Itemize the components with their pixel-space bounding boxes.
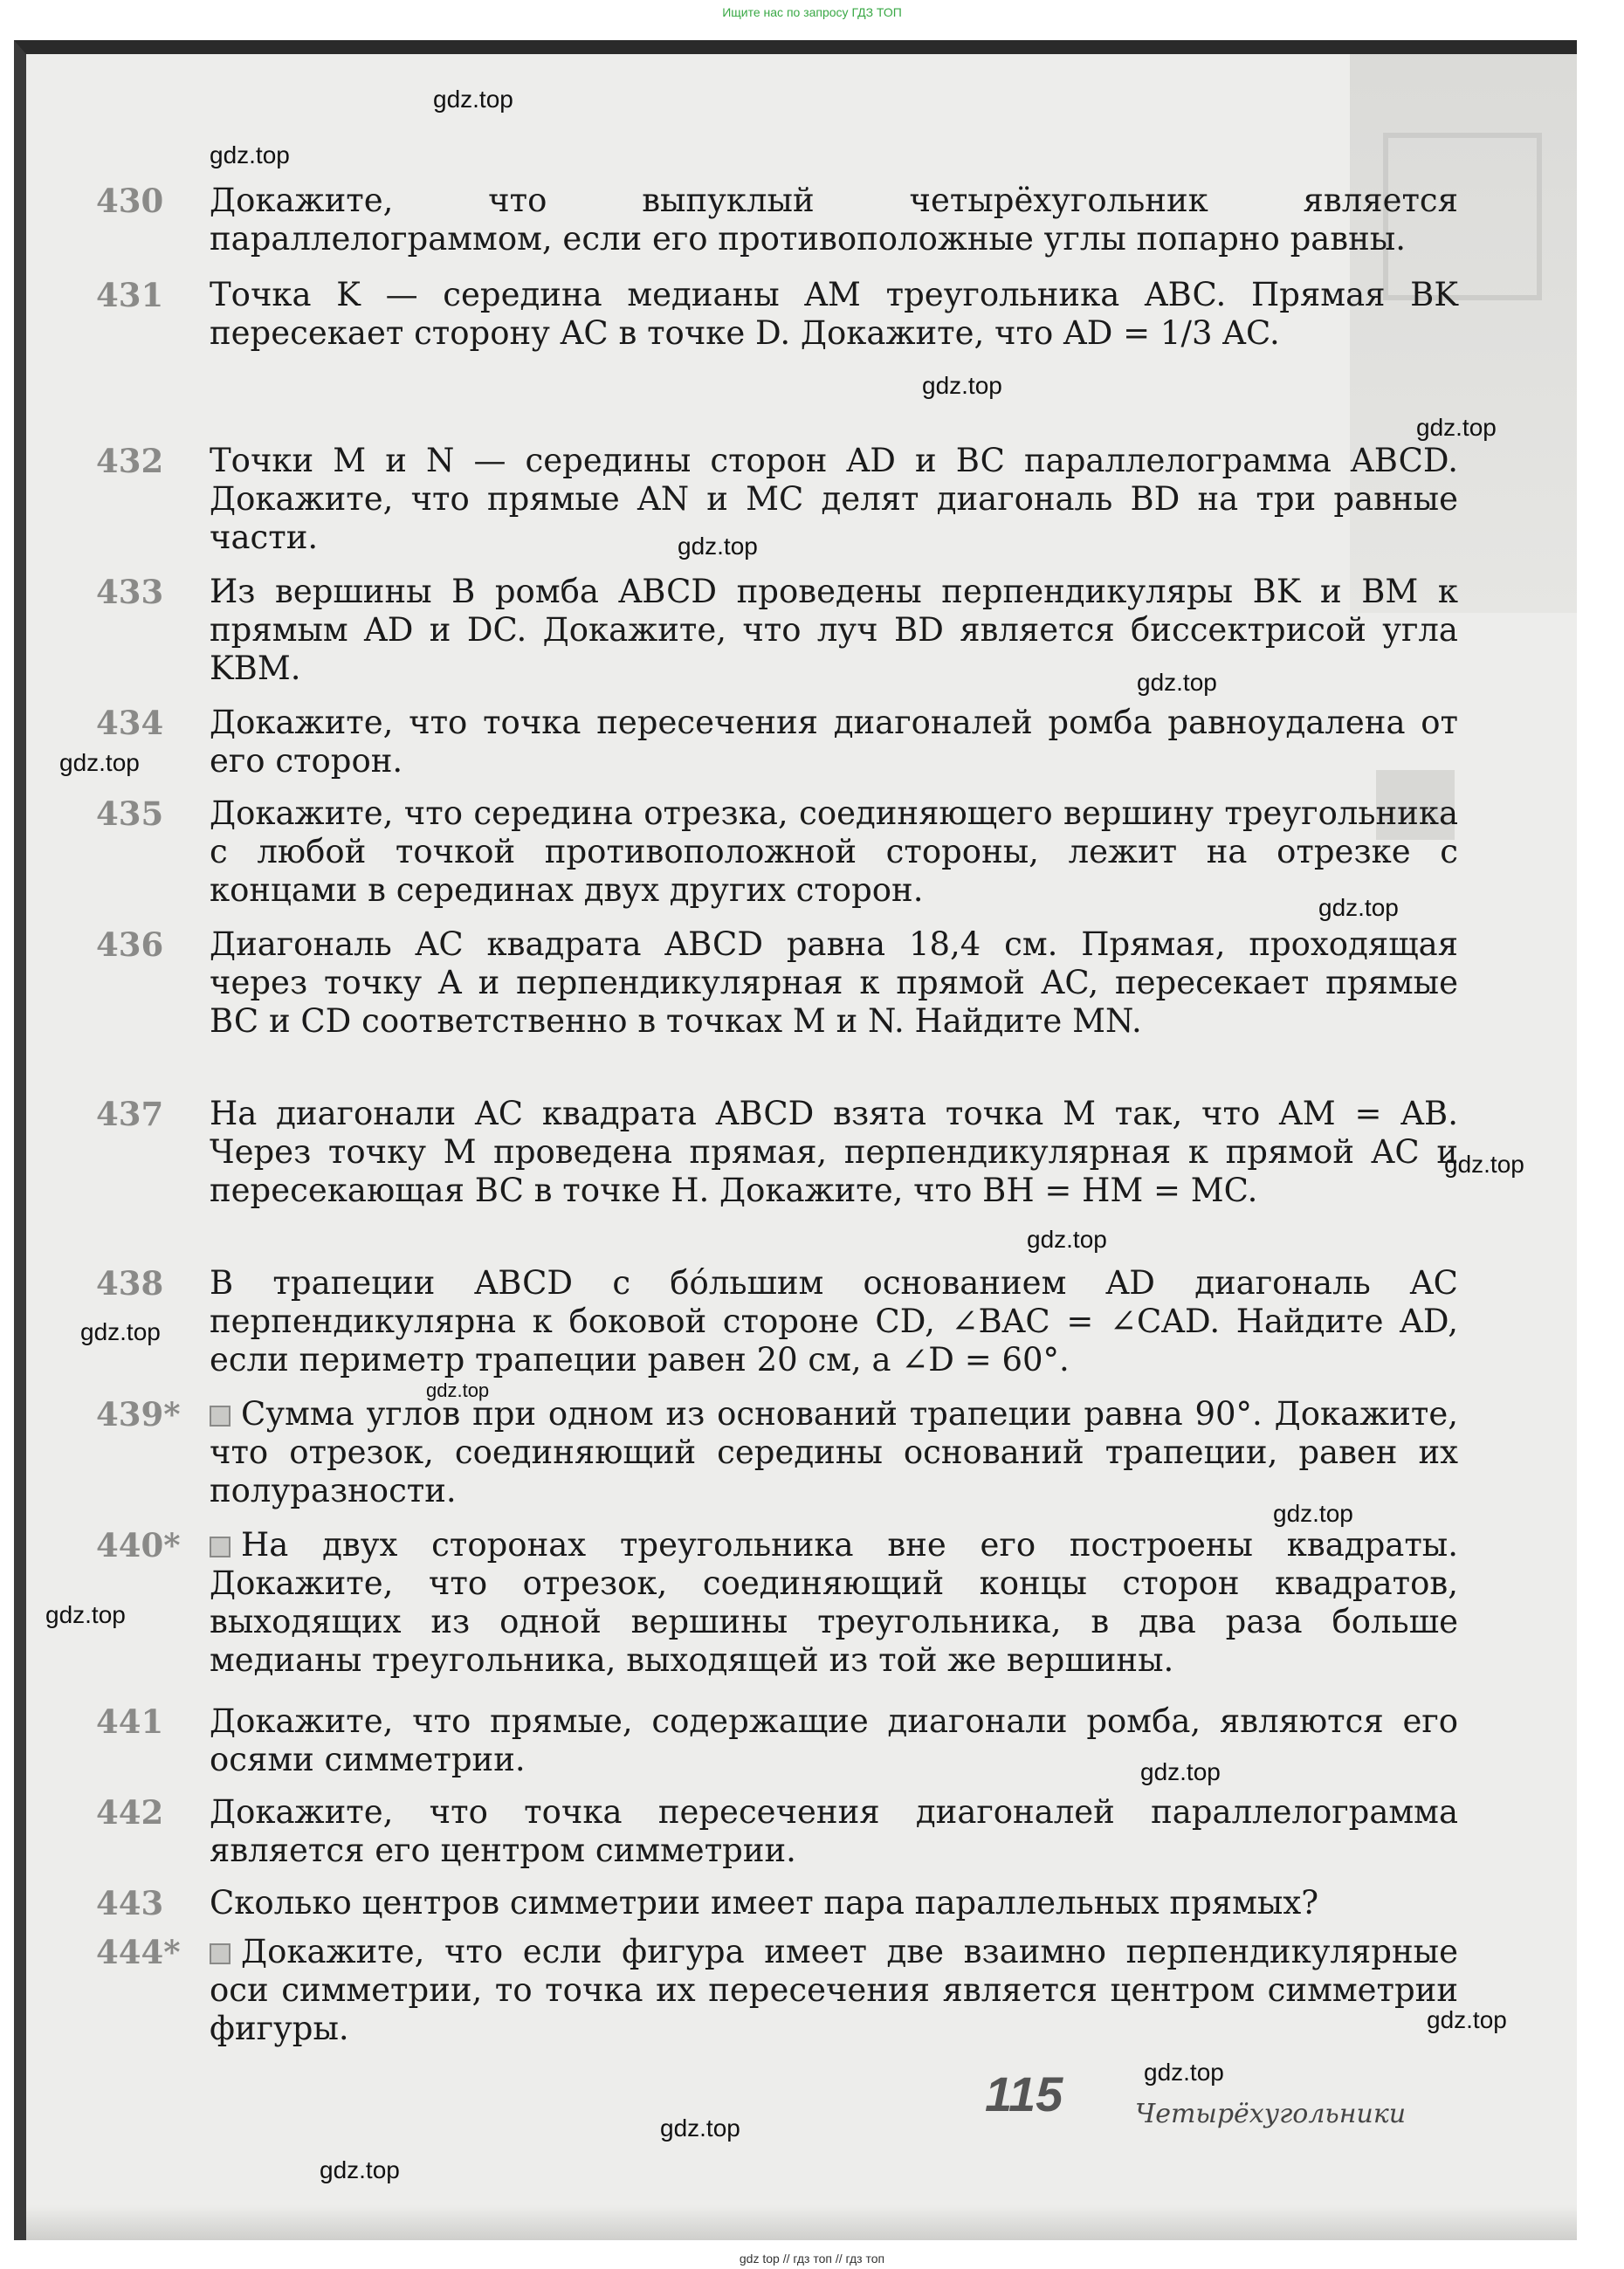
watermark[interactable]: gdz.top bbox=[1427, 2006, 1507, 2033]
problem-437 bbox=[96, 1095, 1458, 1210]
problem-text: Докажите, что точка пересечения диагоналей параллелограмма является его центром симметрии. bbox=[210, 1793, 1458, 1869]
problem-text: Диагональ AC квадрата ABCD равна 18,4 см. Прямая, проходящая через точку A и перпендикулярная к прямой AC, пересекает прямые BC и CD соответственно в точках M и N. Найдите MN. bbox=[210, 925, 1458, 1040]
problem-number: 432 bbox=[96, 442, 164, 480]
watermark[interactable]: gdz.top bbox=[678, 533, 758, 560]
problem-text: Точка K — середина медианы AM треугольника ABC. Прямая BK пересекает сторону AC в точке D. Докажите, что AD = 1/3 AC. bbox=[210, 276, 1458, 352]
watermark[interactable]: gdz.top bbox=[1144, 2059, 1224, 2086]
problem-440 bbox=[96, 1526, 1458, 1680]
watermark[interactable]: gdz.top bbox=[59, 749, 140, 776]
problem-443 bbox=[96, 1884, 1458, 1922]
footer-links[interactable]: gdz top // гдз топ // гдз топ bbox=[739, 2252, 885, 2266]
problem-438 bbox=[96, 1264, 1458, 1379]
watermark[interactable]: gdz.top bbox=[1273, 1500, 1353, 1527]
problem-text bbox=[210, 1395, 1458, 1510]
watermark[interactable]: gdz.top bbox=[80, 1318, 161, 1345]
problem-number: 436 bbox=[96, 925, 164, 964]
problem-text: Докажите, что середина отрезка, соединяющего вершину треугольника с любой точкой противоположной стороны, лежит на отрезке с концами в серединах двух других сторон. bbox=[210, 794, 1458, 909]
watermark[interactable]: gdz.top bbox=[660, 2114, 740, 2142]
advanced-task-icon bbox=[210, 1943, 231, 1964]
watermark[interactable]: gdz.top bbox=[1416, 414, 1497, 441]
watermark[interactable]: gdz.top bbox=[1027, 1226, 1107, 1253]
problem-text-body: Сумма углов при одном из оснований трапеции равна 90°. Докажите, что отрезок, соединяющий середины оснований трапеции, равен их полуразности. bbox=[210, 1395, 1458, 1509]
watermark[interactable]: gdz.top bbox=[1318, 894, 1399, 921]
problem-number: 437 bbox=[96, 1095, 164, 1133]
problem-number: 433 bbox=[96, 573, 164, 611]
problem-number: 443 bbox=[96, 1884, 164, 1922]
problem-442 bbox=[96, 1793, 1458, 1870]
page-number: 115 bbox=[985, 2066, 1063, 2121]
problem-number: 440* bbox=[96, 1526, 181, 1564]
top-banner[interactable]: Ищите нас по запросу ГДЗ ТОП bbox=[722, 5, 902, 19]
watermark[interactable]: gdz.top bbox=[433, 86, 513, 113]
problem-text bbox=[210, 1526, 1458, 1680]
problem-number: 442 bbox=[96, 1793, 164, 1832]
advanced-task-icon bbox=[210, 1537, 231, 1557]
problem-text: Докажите, что выпуклый четырёхугольник является параллелограммом, если его противоположные углы попарно равны. bbox=[210, 182, 1458, 258]
problem-444 bbox=[96, 1933, 1458, 2048]
watermark[interactable]: gdz.top bbox=[426, 1379, 490, 1401]
problem-text: Докажите, что прямые, содержащие диагонали ромба, являются его осями симметрии. bbox=[210, 1702, 1458, 1778]
problem-number: 435 bbox=[96, 794, 164, 833]
watermark[interactable]: gdz.top bbox=[1444, 1151, 1524, 1178]
problem-text: В трапеции ABCD с бóльшим основанием AD диагональ AC перпендикулярна к боковой стороне CD, ∠BAC = ∠CAD. Найдите AD, если периметр трапеции равен 20 см, а ∠D = 60°. bbox=[210, 1264, 1458, 1379]
problem-441 bbox=[96, 1702, 1458, 1779]
problem-text: На диагонали AC квадрата ABCD взята точка M так, что AM = AB. Через точку M проведена прямая, перпендикулярная к прямой AC и пересекающая BC в точке H. Докажите, что BH = HM = MC. bbox=[210, 1095, 1458, 1209]
problem-number: 434 bbox=[96, 704, 164, 742]
problem-439 bbox=[96, 1395, 1458, 1510]
problem-number: 441 bbox=[96, 1702, 164, 1741]
problem-text bbox=[210, 1933, 1458, 2048]
watermark[interactable]: gdz.top bbox=[922, 372, 1002, 399]
watermark[interactable]: gdz.top bbox=[210, 141, 290, 168]
problem-text: Из вершины B ромба ABCD проведены перпендикуляры BK и BM к прямым AD и DC. Докажите, что луч BD является биссектрисой угла KBM. bbox=[210, 573, 1458, 687]
watermark[interactable]: gdz.top bbox=[1140, 1758, 1221, 1785]
problem-number: 444* bbox=[96, 1933, 181, 1971]
watermark[interactable]: gdz.top bbox=[320, 2156, 400, 2183]
problem-432 bbox=[96, 442, 1458, 557]
problem-text: Сколько центров симметрии имеет пара параллельных прямых? bbox=[210, 1884, 1319, 1922]
advanced-task-icon bbox=[210, 1406, 231, 1427]
problem-436 bbox=[96, 925, 1458, 1041]
problem-431 bbox=[96, 276, 1458, 353]
problem-number: 439* bbox=[96, 1395, 181, 1434]
problem-number: 430 bbox=[96, 182, 164, 220]
problem-text-body: Докажите, что если фигура имеет две взаимно перпендикулярные оси симметрии, то точка их пересечения является центром симметрии фигуры. bbox=[210, 1933, 1458, 2047]
page-bottom-shadow bbox=[26, 2205, 1577, 2240]
problem-number: 438 bbox=[96, 1264, 164, 1303]
problem-434 bbox=[96, 704, 1458, 780]
problem-text: Точки M и N — середины сторон AD и BC параллелограмма ABCD. Докажите, что прямые AN и MC делят диагональ BD на три равные части. bbox=[210, 442, 1458, 556]
chapter-title: Четырёхугольники bbox=[1135, 2099, 1407, 2129]
watermark[interactable]: gdz.top bbox=[45, 1601, 126, 1628]
problem-text-body: На двух сторонах треугольника вне его построены квадраты. Докажите, что отрезок, соединяющий концы сторон квадратов, выходящих из одной вершины треугольника, в два раза больше медианы треугольника, выходящей из той же вершины. bbox=[210, 1526, 1458, 1679]
watermark[interactable]: gdz.top bbox=[1137, 669, 1217, 696]
problem-text: Докажите, что точка пересечения диагоналей ромба равноудалена от его сторон. bbox=[210, 704, 1458, 780]
problem-435 bbox=[96, 794, 1458, 910]
problem-430 bbox=[96, 182, 1458, 258]
problem-number: 431 bbox=[96, 276, 164, 314]
problem-433 bbox=[96, 573, 1458, 688]
